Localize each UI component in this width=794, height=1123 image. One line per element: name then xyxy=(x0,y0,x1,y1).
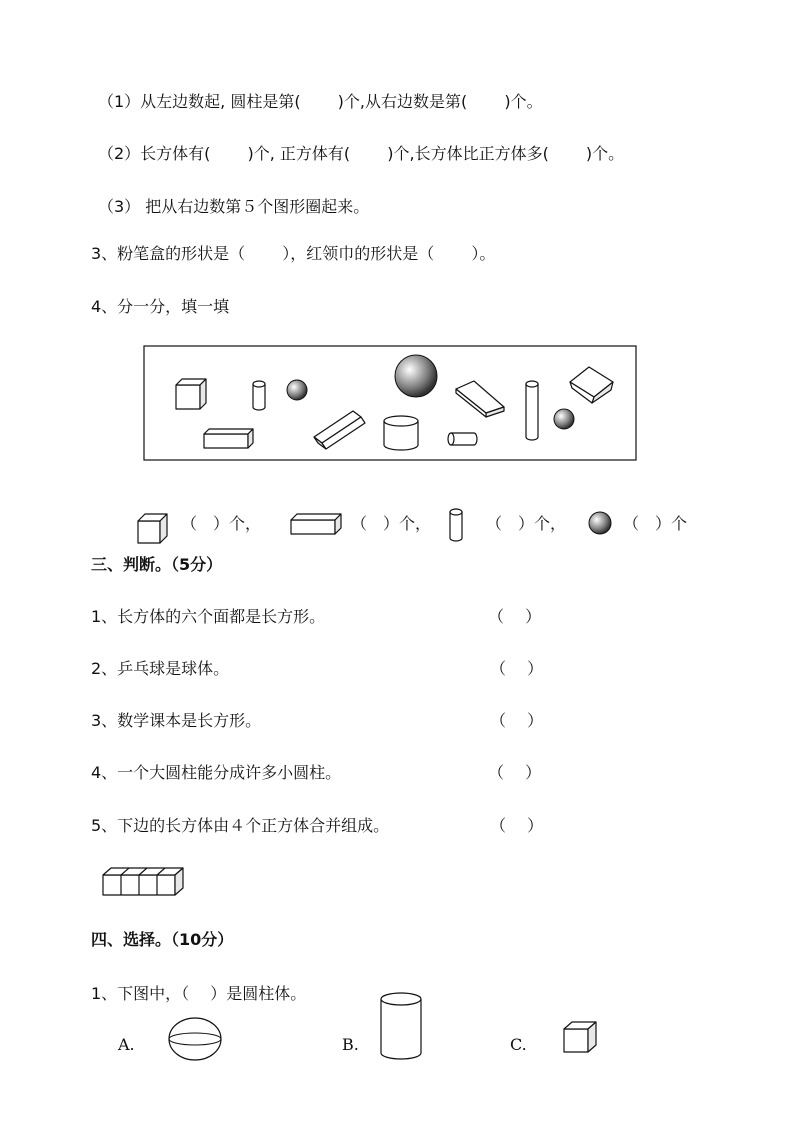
cube-icon xyxy=(176,379,206,409)
sphere-icon xyxy=(554,409,574,429)
judge-item-4: 4、一个大圆柱能分成许多小圆柱。 xyxy=(91,763,342,782)
tally-blank-sphere: （ ）个 xyxy=(623,514,688,533)
sphere-icon xyxy=(395,355,437,397)
option-a-label: A. xyxy=(118,1035,135,1054)
question-3: 3、粉笔盒的形状是（ ），红领巾的形状是（ ）。 xyxy=(91,244,496,263)
sphere-outline-icon xyxy=(167,1016,223,1062)
judge-item-3: 3、数学课本是长方形。 xyxy=(91,711,262,730)
cylinder-icon xyxy=(526,381,538,440)
judge-blank-2: （ ） xyxy=(490,659,544,678)
cylinder-icon xyxy=(447,507,465,543)
four-cubes-cuboid-icon xyxy=(101,866,191,898)
option-c-label: C. xyxy=(510,1035,527,1054)
tally-blank-cylinder: （ ）个， xyxy=(486,514,567,533)
cuboid-icon xyxy=(204,429,253,448)
judge-item-2: 2、乒乓球是球体。 xyxy=(91,659,230,678)
cuboid-icon xyxy=(289,512,343,536)
question-2-part-2: （2）长方体有( )个, 正方体有( )个,长方体比正方体多( )个。 xyxy=(98,144,625,163)
section-3-title: 三、判断。（5分） xyxy=(91,555,223,574)
tally-blank-cuboid: （ ）个， xyxy=(351,514,432,533)
cylinder-icon xyxy=(378,991,424,1061)
judge-blank-4: （ ） xyxy=(488,763,542,782)
section-4-title: 四、选择。（10分） xyxy=(91,930,234,949)
judge-blank-1: （ ） xyxy=(488,607,542,626)
sphere-icon xyxy=(287,380,307,400)
judge-item-5: 5、下边的长方体由４个正方体合并组成。 xyxy=(91,816,390,835)
option-b-label: B. xyxy=(342,1035,359,1054)
cylinder-icon xyxy=(448,433,477,445)
cylinder-icon xyxy=(384,416,418,450)
tally-blank-cube: （ ）个， xyxy=(181,514,262,533)
cube-icon xyxy=(562,1020,600,1054)
choice-question-1: 1、下图中，（ ）是圆柱体。 xyxy=(91,984,307,1003)
judge-blank-5: （ ） xyxy=(490,816,544,835)
cylinder-icon xyxy=(253,381,265,410)
question-2-part-3: （3） 把从右边数第５个图形圈起来。 xyxy=(98,197,370,216)
question-4: 4、分一分，填一填 xyxy=(91,297,230,316)
cube-icon xyxy=(136,512,170,544)
shapes-box xyxy=(143,345,638,462)
judge-blank-3: （ ） xyxy=(490,711,544,730)
question-2-part-1: （1）从左边数起, 圆柱是第( )个,从右边数是第( )个。 xyxy=(98,92,543,111)
sphere-icon xyxy=(587,510,613,536)
judge-item-1: 1、长方体的六个面都是长方形。 xyxy=(91,607,326,626)
